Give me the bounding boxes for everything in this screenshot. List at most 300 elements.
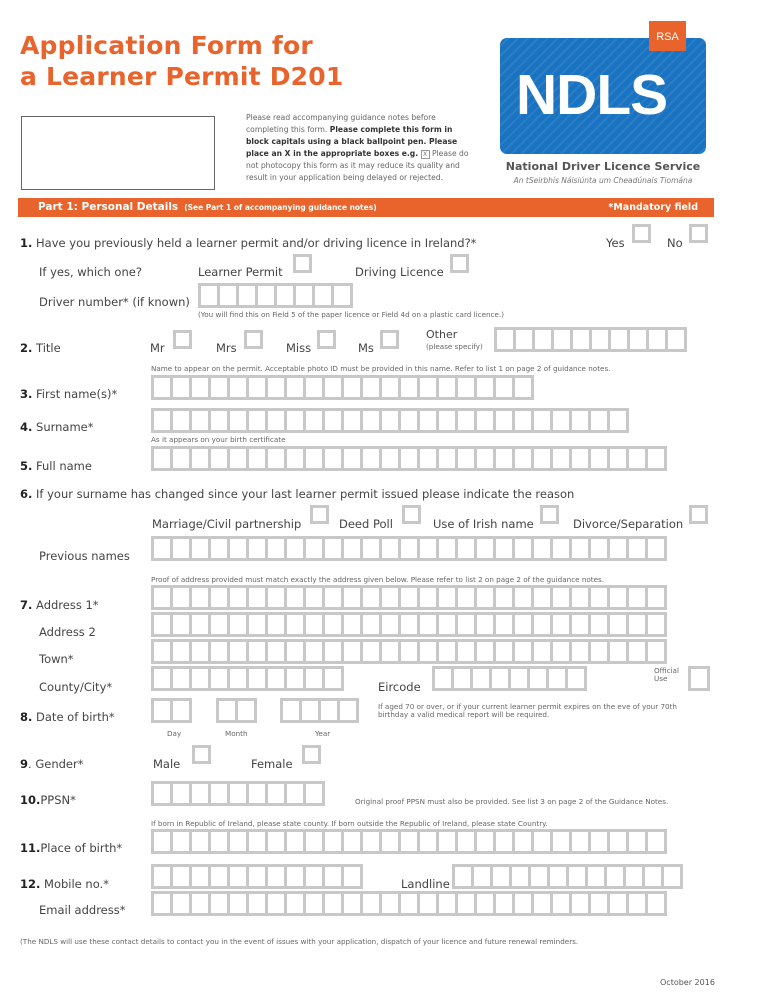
character-cell[interactable] xyxy=(363,894,379,913)
character-cell[interactable] xyxy=(496,832,512,851)
character-cell[interactable] xyxy=(439,378,455,397)
character-cell[interactable] xyxy=(610,449,626,468)
character-cell[interactable] xyxy=(535,330,551,349)
character-cell[interactable] xyxy=(401,539,417,558)
character-cell[interactable] xyxy=(629,449,645,468)
character-cell[interactable] xyxy=(268,411,284,430)
character-cell[interactable] xyxy=(268,832,284,851)
character-cell[interactable] xyxy=(420,894,436,913)
character-cell[interactable] xyxy=(192,378,208,397)
character-cell[interactable] xyxy=(268,378,284,397)
character-cell[interactable] xyxy=(591,615,607,634)
character-cell[interactable] xyxy=(154,378,170,397)
character-cell[interactable] xyxy=(496,411,512,430)
character-cell[interactable] xyxy=(201,286,217,305)
character-cell[interactable] xyxy=(572,539,588,558)
character-cell[interactable] xyxy=(610,588,626,607)
character-cell[interactable] xyxy=(325,411,341,430)
character-cell[interactable] xyxy=(534,832,550,851)
character-cell[interactable] xyxy=(439,539,455,558)
character-cell[interactable] xyxy=(629,894,645,913)
surname-input[interactable] xyxy=(151,408,629,433)
dob-day-input[interactable] xyxy=(151,698,192,723)
character-cell[interactable] xyxy=(496,588,512,607)
character-cell[interactable] xyxy=(192,642,208,661)
character-cell[interactable] xyxy=(306,669,322,688)
character-cell[interactable] xyxy=(554,330,570,349)
character-cell[interactable] xyxy=(268,784,284,803)
character-cell[interactable] xyxy=(249,615,265,634)
character-cell[interactable] xyxy=(553,832,569,851)
character-cell[interactable] xyxy=(211,449,227,468)
character-cell[interactable] xyxy=(515,642,531,661)
character-cell[interactable] xyxy=(211,615,227,634)
character-cell[interactable] xyxy=(382,615,398,634)
character-cell[interactable] xyxy=(455,867,471,886)
character-cell[interactable] xyxy=(534,894,550,913)
character-cell[interactable] xyxy=(173,894,189,913)
character-cell[interactable] xyxy=(458,411,474,430)
character-cell[interactable] xyxy=(211,784,227,803)
character-cell[interactable] xyxy=(192,832,208,851)
character-cell[interactable] xyxy=(306,449,322,468)
character-cell[interactable] xyxy=(553,894,569,913)
character-cell[interactable] xyxy=(287,894,303,913)
q1-yes-checkbox[interactable] xyxy=(632,224,651,243)
character-cell[interactable] xyxy=(534,615,550,634)
character-cell[interactable] xyxy=(306,832,322,851)
character-cell[interactable] xyxy=(572,411,588,430)
character-cell[interactable] xyxy=(435,669,451,688)
title-mrs-checkbox[interactable] xyxy=(244,330,263,349)
q1-no-checkbox[interactable] xyxy=(689,224,708,243)
character-cell[interactable] xyxy=(382,449,398,468)
character-cell[interactable] xyxy=(401,832,417,851)
character-cell[interactable] xyxy=(592,330,608,349)
character-cell[interactable] xyxy=(591,832,607,851)
character-cell[interactable] xyxy=(420,832,436,851)
character-cell[interactable] xyxy=(420,378,436,397)
character-cell[interactable] xyxy=(192,894,208,913)
character-cell[interactable] xyxy=(192,449,208,468)
character-cell[interactable] xyxy=(531,867,547,886)
character-cell[interactable] xyxy=(363,832,379,851)
character-cell[interactable] xyxy=(325,867,341,886)
character-cell[interactable] xyxy=(230,867,246,886)
title-mr-checkbox[interactable] xyxy=(173,330,192,349)
character-cell[interactable] xyxy=(553,449,569,468)
character-cell[interactable] xyxy=(572,615,588,634)
dob-month-input[interactable] xyxy=(216,698,257,723)
character-cell[interactable] xyxy=(439,642,455,661)
character-cell[interactable] xyxy=(287,411,303,430)
character-cell[interactable] xyxy=(344,539,360,558)
character-cell[interactable] xyxy=(534,449,550,468)
character-cell[interactable] xyxy=(306,539,322,558)
character-cell[interactable] xyxy=(154,832,170,851)
character-cell[interactable] xyxy=(258,286,274,305)
character-cell[interactable] xyxy=(401,588,417,607)
character-cell[interactable] xyxy=(238,701,254,720)
character-cell[interactable] xyxy=(192,588,208,607)
character-cell[interactable] xyxy=(249,784,265,803)
character-cell[interactable] xyxy=(192,867,208,886)
character-cell[interactable] xyxy=(458,588,474,607)
character-cell[interactable] xyxy=(363,449,379,468)
character-cell[interactable] xyxy=(572,449,588,468)
character-cell[interactable] xyxy=(477,642,493,661)
character-cell[interactable] xyxy=(629,588,645,607)
character-cell[interactable] xyxy=(249,894,265,913)
character-cell[interactable] xyxy=(192,539,208,558)
full-name-input[interactable] xyxy=(151,446,667,471)
character-cell[interactable] xyxy=(268,539,284,558)
character-cell[interactable] xyxy=(211,539,227,558)
character-cell[interactable] xyxy=(534,642,550,661)
photo-box[interactable] xyxy=(21,116,215,190)
character-cell[interactable] xyxy=(439,449,455,468)
character-cell[interactable] xyxy=(534,539,550,558)
character-cell[interactable] xyxy=(610,411,626,430)
character-cell[interactable] xyxy=(458,832,474,851)
character-cell[interactable] xyxy=(401,894,417,913)
character-cell[interactable] xyxy=(325,832,341,851)
character-cell[interactable] xyxy=(610,539,626,558)
character-cell[interactable] xyxy=(611,330,627,349)
character-cell[interactable] xyxy=(230,378,246,397)
character-cell[interactable] xyxy=(325,642,341,661)
character-cell[interactable] xyxy=(515,588,531,607)
character-cell[interactable] xyxy=(211,588,227,607)
character-cell[interactable] xyxy=(630,330,646,349)
character-cell[interactable] xyxy=(325,588,341,607)
character-cell[interactable] xyxy=(553,411,569,430)
character-cell[interactable] xyxy=(344,867,360,886)
character-cell[interactable] xyxy=(306,894,322,913)
character-cell[interactable] xyxy=(607,867,623,886)
character-cell[interactable] xyxy=(458,449,474,468)
character-cell[interactable] xyxy=(515,832,531,851)
character-cell[interactable] xyxy=(648,539,664,558)
reason-deed-poll-checkbox[interactable] xyxy=(402,505,421,524)
character-cell[interactable] xyxy=(553,642,569,661)
character-cell[interactable] xyxy=(283,701,299,720)
character-cell[interactable] xyxy=(610,894,626,913)
character-cell[interactable] xyxy=(173,832,189,851)
character-cell[interactable] xyxy=(496,615,512,634)
character-cell[interactable] xyxy=(439,894,455,913)
character-cell[interactable] xyxy=(515,615,531,634)
character-cell[interactable] xyxy=(382,378,398,397)
character-cell[interactable] xyxy=(211,642,227,661)
character-cell[interactable] xyxy=(211,669,227,688)
character-cell[interactable] xyxy=(249,449,265,468)
character-cell[interactable] xyxy=(315,286,331,305)
character-cell[interactable] xyxy=(477,894,493,913)
character-cell[interactable] xyxy=(572,588,588,607)
character-cell[interactable] xyxy=(493,867,509,886)
character-cell[interactable] xyxy=(439,832,455,851)
character-cell[interactable] xyxy=(477,615,493,634)
character-cell[interactable] xyxy=(173,615,189,634)
reason-marriage-checkbox[interactable] xyxy=(310,505,329,524)
character-cell[interactable] xyxy=(287,642,303,661)
character-cell[interactable] xyxy=(363,378,379,397)
character-cell[interactable] xyxy=(154,615,170,634)
character-cell[interactable] xyxy=(344,894,360,913)
character-cell[interactable] xyxy=(287,588,303,607)
character-cell[interactable] xyxy=(325,669,341,688)
title-other-input[interactable] xyxy=(494,327,687,352)
character-cell[interactable] xyxy=(306,867,322,886)
character-cell[interactable] xyxy=(154,701,170,720)
character-cell[interactable] xyxy=(420,615,436,634)
character-cell[interactable] xyxy=(572,832,588,851)
character-cell[interactable] xyxy=(173,539,189,558)
character-cell[interactable] xyxy=(382,411,398,430)
character-cell[interactable] xyxy=(325,378,341,397)
character-cell[interactable] xyxy=(591,642,607,661)
character-cell[interactable] xyxy=(629,615,645,634)
character-cell[interactable] xyxy=(401,642,417,661)
character-cell[interactable] xyxy=(344,642,360,661)
character-cell[interactable] xyxy=(401,449,417,468)
character-cell[interactable] xyxy=(173,642,189,661)
character-cell[interactable] xyxy=(249,669,265,688)
character-cell[interactable] xyxy=(173,669,189,688)
character-cell[interactable] xyxy=(382,642,398,661)
character-cell[interactable] xyxy=(648,449,664,468)
address2-input[interactable] xyxy=(151,612,667,637)
character-cell[interactable] xyxy=(239,286,255,305)
character-cell[interactable] xyxy=(306,411,322,430)
character-cell[interactable] xyxy=(154,588,170,607)
character-cell[interactable] xyxy=(277,286,293,305)
character-cell[interactable] xyxy=(515,449,531,468)
character-cell[interactable] xyxy=(321,701,337,720)
character-cell[interactable] xyxy=(325,449,341,468)
character-cell[interactable] xyxy=(268,615,284,634)
character-cell[interactable] xyxy=(553,588,569,607)
character-cell[interactable] xyxy=(296,286,312,305)
character-cell[interactable] xyxy=(154,669,170,688)
character-cell[interactable] xyxy=(173,378,189,397)
character-cell[interactable] xyxy=(230,588,246,607)
character-cell[interactable] xyxy=(420,588,436,607)
character-cell[interactable] xyxy=(154,642,170,661)
character-cell[interactable] xyxy=(477,539,493,558)
character-cell[interactable] xyxy=(496,894,512,913)
character-cell[interactable] xyxy=(154,894,170,913)
reason-divorce-checkbox[interactable] xyxy=(689,505,708,524)
character-cell[interactable] xyxy=(306,588,322,607)
character-cell[interactable] xyxy=(249,832,265,851)
character-cell[interactable] xyxy=(154,411,170,430)
character-cell[interactable] xyxy=(591,411,607,430)
character-cell[interactable] xyxy=(344,449,360,468)
character-cell[interactable] xyxy=(287,669,303,688)
character-cell[interactable] xyxy=(268,867,284,886)
eircode-input[interactable] xyxy=(432,666,587,691)
character-cell[interactable] xyxy=(492,669,508,688)
character-cell[interactable] xyxy=(629,832,645,851)
character-cell[interactable] xyxy=(363,411,379,430)
character-cell[interactable] xyxy=(302,701,318,720)
character-cell[interactable] xyxy=(573,330,589,349)
character-cell[interactable] xyxy=(173,701,189,720)
character-cell[interactable] xyxy=(211,378,227,397)
character-cell[interactable] xyxy=(382,588,398,607)
character-cell[interactable] xyxy=(553,539,569,558)
driving-licence-checkbox[interactable] xyxy=(450,254,469,273)
character-cell[interactable] xyxy=(534,411,550,430)
character-cell[interactable] xyxy=(497,330,513,349)
character-cell[interactable] xyxy=(648,832,664,851)
character-cell[interactable] xyxy=(268,669,284,688)
character-cell[interactable] xyxy=(591,449,607,468)
mobile-input[interactable] xyxy=(151,864,363,889)
character-cell[interactable] xyxy=(268,642,284,661)
character-cell[interactable] xyxy=(439,588,455,607)
character-cell[interactable] xyxy=(648,615,664,634)
character-cell[interactable] xyxy=(325,539,341,558)
character-cell[interactable] xyxy=(458,615,474,634)
character-cell[interactable] xyxy=(664,867,680,886)
character-cell[interactable] xyxy=(230,894,246,913)
character-cell[interactable] xyxy=(287,449,303,468)
reason-irish-name-checkbox[interactable] xyxy=(540,505,559,524)
character-cell[interactable] xyxy=(211,894,227,913)
previous-names-input[interactable] xyxy=(151,536,667,561)
character-cell[interactable] xyxy=(344,411,360,430)
character-cell[interactable] xyxy=(610,615,626,634)
character-cell[interactable] xyxy=(192,411,208,430)
character-cell[interactable] xyxy=(648,642,664,661)
character-cell[interactable] xyxy=(569,867,585,886)
character-cell[interactable] xyxy=(249,411,265,430)
character-cell[interactable] xyxy=(629,642,645,661)
character-cell[interactable] xyxy=(439,615,455,634)
character-cell[interactable] xyxy=(249,642,265,661)
character-cell[interactable] xyxy=(230,539,246,558)
character-cell[interactable] xyxy=(230,449,246,468)
character-cell[interactable] xyxy=(420,539,436,558)
character-cell[interactable] xyxy=(363,615,379,634)
character-cell[interactable] xyxy=(154,449,170,468)
character-cell[interactable] xyxy=(173,411,189,430)
character-cell[interactable] xyxy=(572,642,588,661)
character-cell[interactable] xyxy=(458,539,474,558)
character-cell[interactable] xyxy=(610,642,626,661)
character-cell[interactable] xyxy=(382,539,398,558)
character-cell[interactable] xyxy=(211,411,227,430)
gender-female-checkbox[interactable] xyxy=(302,745,321,764)
character-cell[interactable] xyxy=(268,449,284,468)
character-cell[interactable] xyxy=(473,669,489,688)
character-cell[interactable] xyxy=(344,615,360,634)
dob-year-input[interactable] xyxy=(280,698,359,723)
character-cell[interactable] xyxy=(287,539,303,558)
character-cell[interactable] xyxy=(340,701,356,720)
place-of-birth-input[interactable] xyxy=(151,829,667,854)
character-cell[interactable] xyxy=(344,832,360,851)
character-cell[interactable] xyxy=(477,832,493,851)
character-cell[interactable] xyxy=(287,784,303,803)
character-cell[interactable] xyxy=(454,669,470,688)
character-cell[interactable] xyxy=(173,449,189,468)
town-input[interactable] xyxy=(151,639,667,664)
learner-permit-checkbox[interactable] xyxy=(293,254,312,273)
character-cell[interactable] xyxy=(649,330,665,349)
gender-male-checkbox[interactable] xyxy=(192,745,211,764)
character-cell[interactable] xyxy=(626,867,642,886)
character-cell[interactable] xyxy=(515,894,531,913)
character-cell[interactable] xyxy=(249,539,265,558)
character-cell[interactable] xyxy=(230,411,246,430)
character-cell[interactable] xyxy=(458,894,474,913)
character-cell[interactable] xyxy=(363,642,379,661)
character-cell[interactable] xyxy=(668,330,684,349)
county-input[interactable] xyxy=(151,666,344,691)
character-cell[interactable] xyxy=(230,615,246,634)
character-cell[interactable] xyxy=(496,378,512,397)
character-cell[interactable] xyxy=(382,832,398,851)
character-cell[interactable] xyxy=(154,539,170,558)
character-cell[interactable] xyxy=(192,784,208,803)
character-cell[interactable] xyxy=(173,588,189,607)
character-cell[interactable] xyxy=(458,642,474,661)
character-cell[interactable] xyxy=(230,832,246,851)
character-cell[interactable] xyxy=(420,411,436,430)
character-cell[interactable] xyxy=(154,784,170,803)
character-cell[interactable] xyxy=(511,669,527,688)
character-cell[interactable] xyxy=(154,867,170,886)
character-cell[interactable] xyxy=(268,894,284,913)
character-cell[interactable] xyxy=(306,378,322,397)
character-cell[interactable] xyxy=(363,539,379,558)
character-cell[interactable] xyxy=(477,449,493,468)
character-cell[interactable] xyxy=(610,832,626,851)
character-cell[interactable] xyxy=(629,539,645,558)
title-ms-checkbox[interactable] xyxy=(380,330,399,349)
character-cell[interactable] xyxy=(477,588,493,607)
character-cell[interactable] xyxy=(401,378,417,397)
character-cell[interactable] xyxy=(173,784,189,803)
character-cell[interactable] xyxy=(325,894,341,913)
character-cell[interactable] xyxy=(306,784,322,803)
character-cell[interactable] xyxy=(534,588,550,607)
email-input[interactable] xyxy=(151,891,667,916)
character-cell[interactable] xyxy=(325,615,341,634)
character-cell[interactable] xyxy=(591,894,607,913)
character-cell[interactable] xyxy=(249,378,265,397)
character-cell[interactable] xyxy=(458,378,474,397)
character-cell[interactable] xyxy=(516,330,532,349)
character-cell[interactable] xyxy=(287,867,303,886)
character-cell[interactable] xyxy=(230,642,246,661)
character-cell[interactable] xyxy=(344,588,360,607)
character-cell[interactable] xyxy=(192,669,208,688)
character-cell[interactable] xyxy=(549,669,565,688)
character-cell[interactable] xyxy=(382,894,398,913)
character-cell[interactable] xyxy=(512,867,528,886)
character-cell[interactable] xyxy=(401,411,417,430)
character-cell[interactable] xyxy=(648,588,664,607)
character-cell[interactable] xyxy=(572,894,588,913)
character-cell[interactable] xyxy=(477,411,493,430)
character-cell[interactable] xyxy=(550,867,566,886)
driver-number-input[interactable] xyxy=(198,283,353,308)
